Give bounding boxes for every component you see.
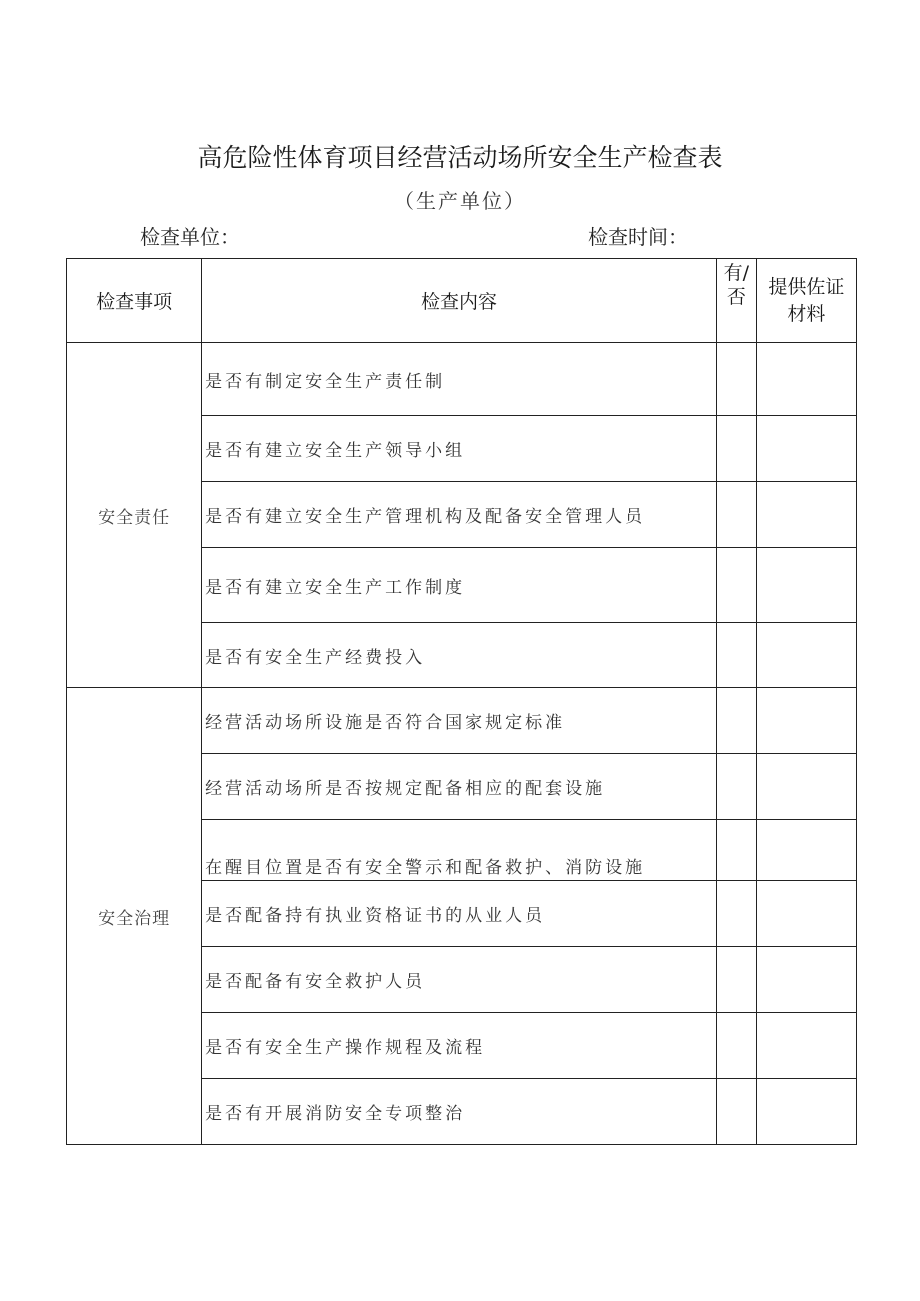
proof-cell[interactable] [756, 820, 856, 881]
content-cell: 是否有安全生产经费投入 [202, 623, 717, 688]
proof-cell[interactable] [756, 416, 856, 482]
proof-cell[interactable] [756, 343, 856, 416]
content-cell: 是否有建立安全生产管理机构及配备安全管理人员 [202, 482, 717, 548]
content-cell: 是否配备持有执业资格证书的从业人员 [202, 881, 717, 947]
proof-cell[interactable] [756, 881, 856, 947]
content-cell: 经营活动场所是否按规定配备相应的配套设施 [202, 754, 717, 820]
yes-no-cell[interactable] [716, 947, 756, 1013]
yes-no-cell[interactable] [716, 416, 756, 482]
header-content: 检查内容 [202, 259, 717, 343]
yes-no-cell[interactable] [716, 820, 756, 881]
proof-cell[interactable] [756, 1013, 856, 1079]
content-cell: 是否有安全生产操作规程及流程 [202, 1013, 717, 1079]
content-cell: 是否配备有安全救护人员 [202, 947, 717, 1013]
category-cell: 安全治理 [67, 688, 202, 1145]
yes-no-cell[interactable] [716, 1013, 756, 1079]
yes-no-cell[interactable] [716, 548, 756, 623]
table-row [67, 343, 857, 416]
proof-cell[interactable] [756, 623, 856, 688]
inspect-unit-label: 检查单位： [140, 225, 240, 249]
content-cell: 经营活动场所设施是否符合国家规定标准 [202, 688, 717, 754]
table-row [67, 688, 857, 754]
content-cell: 是否有建立安全生产领导小组 [202, 416, 717, 482]
yes-no-cell[interactable] [716, 482, 756, 548]
category-cell: 安全责任 [67, 343, 202, 688]
proof-cell[interactable] [756, 947, 856, 1013]
content-cell: 是否有制定安全生产责任制 [202, 343, 717, 416]
yes-no-cell[interactable] [716, 623, 756, 688]
header-item: 检查事项 [67, 259, 202, 343]
yes-no-cell[interactable] [716, 881, 756, 947]
content-cell: 是否有开展消防安全专项整治 [202, 1079, 717, 1145]
header-yes-no-line1: 有/ [723, 262, 750, 284]
proof-cell[interactable] [756, 1079, 856, 1145]
yes-no-cell[interactable] [716, 754, 756, 820]
proof-cell[interactable] [756, 688, 856, 754]
inspect-time-label: 检查时间： [588, 225, 688, 249]
document-subtitle: （生产单位） [394, 189, 526, 213]
content-cell: 是否有建立安全生产工作制度 [202, 548, 717, 623]
yes-no-cell[interactable] [716, 1079, 756, 1145]
content-cell: 在醒目位置是否有安全警示和配备救护、消防设施 [202, 820, 717, 881]
yes-no-cell[interactable] [716, 343, 756, 416]
proof-cell[interactable] [756, 754, 856, 820]
document-title: 高危险性体育项目经营活动场所安全生产检查表 [197, 143, 723, 172]
header-proof [756, 259, 856, 343]
yes-no-cell[interactable] [716, 688, 756, 754]
inspection-table [66, 258, 857, 1145]
proof-cell[interactable] [756, 482, 856, 548]
proof-cell[interactable] [756, 548, 856, 623]
header-yes-no [716, 259, 756, 343]
header-proof-line1: 提供佐证 [768, 275, 845, 298]
header-row [67, 259, 857, 343]
header-proof-line2: 材料 [787, 302, 826, 325]
header-yes-no-line2: 否 [726, 286, 746, 308]
